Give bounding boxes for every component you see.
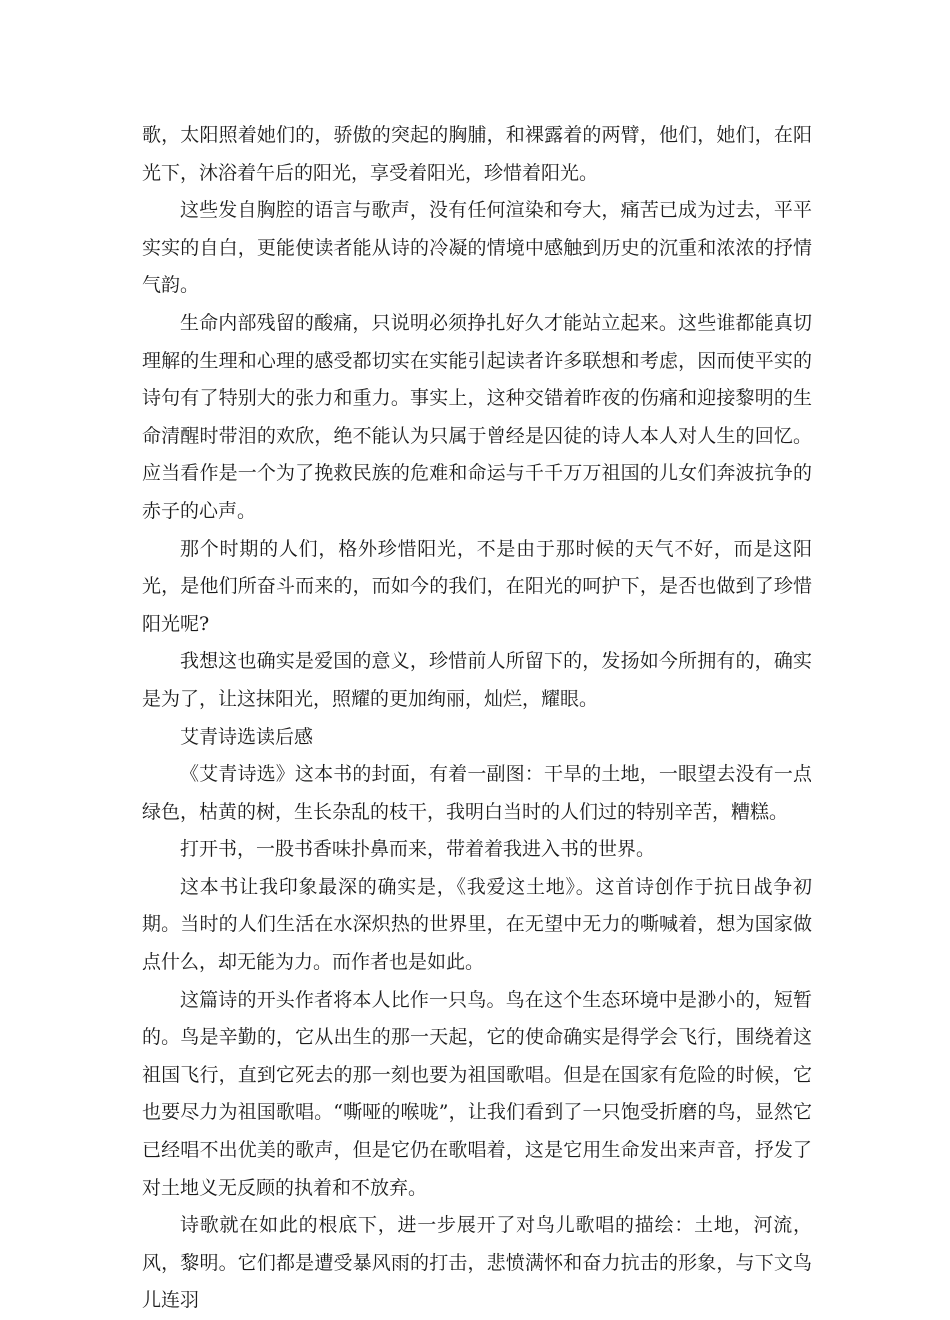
document-body [142,117,812,1320]
paragraph-3: 生命内部残留的酸痛，只说明必须挣扎好久才能站立起来。这些谁都能真切理解的生理和心理的感受都切实在实能引起读者许多联想和考虑，因而使平实的诗句有了特别大的张力和重力。事实上，这种交错着昨夜的伤痛和迎接黎明的生命清醒时带泪的欢欣，绝不能认为只属于曾经是囚徒的诗人本人对人生的回忆。应当看作是一个为了挽救民族的危难和命运与千千万万祖国的儿女们奔波抗争的赤子的心声。 [142,311,812,522]
paragraph-9: 这本书让我印象最深的确实是，《我爱这土地》。这首诗创作于抗日战争初期。当时的人们生活在水深炽热的世界里，在无望中无力的嘶喊着，想为国家做点什么，却无能为力。而作者也是如此。 [142,875,812,974]
paragraph-1: 歌，太阳照着她们的，骄傲的突起的胸脯，和裸露着的两臂，他们，她们，在阳光下，沐浴着午后的阳光，享受着阳光，珍惜着阳光。 [142,124,812,184]
paragraph-2: 这些发自胸腔的语言与歌声，没有任何渲染和夸大，痛苦已成为过去，平平实实的自白，更能使读者能从诗的冷凝的情境中感触到历史的沉重和浓浓的抒情气韵。 [142,199,812,297]
paragraph-8: 打开书，一股书香味扑鼻而来，带着着我进入书的世界。 [180,838,656,861]
paragraph-11: 诗歌就在如此的根底下，进一步展开了对鸟儿歌唱的描绘：土地，河流，风，黎明。它们都是遭受暴风雨的打击，悲愤满怀和奋力抗击的形象，与下文鸟儿连羽 [142,1214,812,1312]
paragraph-5: 我想这也确实是爱国的意义，珍惜前人所留下的，发扬如今所拥有的，确实是为了，让这抹阳光，照耀的更加绚丽，灿烂，耀眼。 [142,650,812,710]
paragraph-4: 那个时期的人们，格外珍惜阳光，不是由于那时候的天气不好，而是这阳光，是他们所奋斗而来的，而如今的我们，在阳光的呵护下，是否也做到了珍惜阳光呢? [142,537,812,635]
paragraph-10: 这篇诗的开头作者将本人比作一只鸟。鸟在这个生态环境中是渺小的，短暂的。鸟是辛勤的，它从出生的那一天起，它的使命确实是得学会飞行，围绕着这祖国飞行，直到它死去的那一刻也要为祖国歌唱。但是在国家有危险的时候，它也要尽力为祖国歌唱。“嘶哑的喉咙”，让我们看到了一只饱受折磨的鸟，显然它已经唱不出优美的歌声，但是它仍在歌唱着，这是它用生命发出来声音，抒发了对土地义无反顾的执着和不放弃。 [142,988,812,1199]
paragraph-7: 《艾青诗选》这本书的封面，有着一副图：干旱的土地，一眼望去没有一点绿色，枯黄的树，生长杂乱的枝干，我明白当时的人们过的特别辛苦，糟糕。 [142,763,812,823]
section-title: 艾青诗选读后感 [180,725,314,748]
